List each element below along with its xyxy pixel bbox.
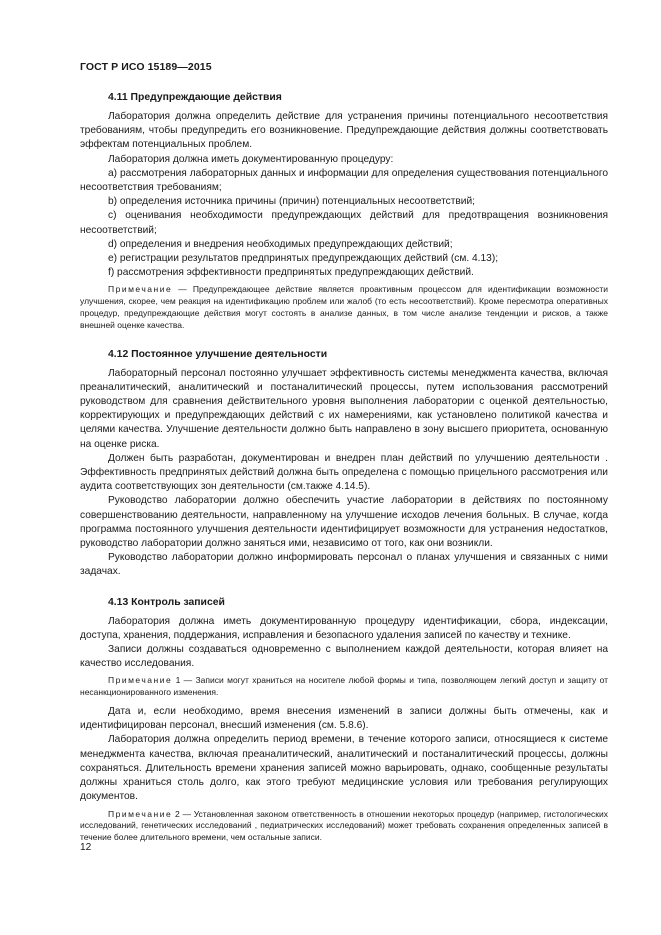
list-item: c) оценивания необходимости предупреждающих действий для предотвращения возникновения несоответствий; — [80, 210, 608, 236]
list-item: b) определения источника причины (причин) потенциальных несоответствий; — [108, 196, 476, 208]
note-text: 2 — Установленная законом ответственность в отношении некоторых процедур (например, гистологических исследований, генетических исследований , педиатрических исследований) может требовать сохранения определенных записей в течение более длительного времени, чем остальные записи. — [80, 808, 608, 843]
note-text: — Предупреждающее действие является проактивным процессом для идентификации возможности улучшения, скорее, чем реакция на идентификацию проблем или жалоб (то есть несоответствий). Кроме пересмотра оперативных процедур, предупреждающие действия могут состоять в анализе данных, в том числе анализе тенденции и рисков, а также внешней оценке качества. — [80, 284, 608, 330]
list-item: d) определения и внедрения необходимых предупреждающих действий; — [108, 238, 453, 250]
list-item: e) регистрации результатов предпринятых предупреждающих действий (см. 4.13); — [108, 253, 499, 265]
list-item: f) рассмотрения эффективности предпринятых предупреждающих действий. — [108, 267, 474, 279]
paragraph: Лаборатория должна иметь документированную процедуру: — [108, 153, 394, 165]
paragraph: Записи должны создаваться одновременно с выполнением каждой деятельности, которая влияет на качество исследования. — [80, 644, 608, 670]
paragraph: Лабораторный персонал постоянно улучшает эффективность системы менеджмента качества, включая преаналитический, аналитический и постаналитический процессы, путем использования рассмотрений руководством для сравнения действительного уровня выполнения лаборатории с оценкой деятельностью, корректирующих и предупреждающих действий с их намерениями, как установлено политикой качества и целями качества. Улучшение деятельности должно быть направлено в зону высшего приоритета, основанную на оценке риска. — [80, 367, 608, 450]
note-label: Примечание — [108, 284, 173, 295]
list-item: a) рассмотрения лабораторных данных и информации для определения существования потенциального несоответствия требованиям; — [80, 167, 608, 194]
note-label: Примечание — [108, 675, 173, 686]
section-4-12 — [80, 347, 608, 580]
paragraph: Руководство лаборатории должно информировать персонал о планах улучшения и связанных с ними задачах. — [80, 552, 608, 578]
note-1 — [80, 675, 608, 699]
paragraph: Лаборатория должна определить период времени, в течение которого записи, относящиеся к системе менеджмента качества, включая преаналитический, аналитический и постаналитический процессы, должны сохраняться. Длительность времени хранения записей можно варьировать, однако, сообщенные результаты должны храниться столь долго, как этого требуют медицинские условия или требования регулирующих документов. — [80, 734, 608, 803]
section-4-11 — [80, 90, 608, 332]
paragraph: Лаборатория должна иметь документированную процедуру идентификации, сбора, индексации, доступа, хранения, поддержания, исправления и безопасного удаления записей по качеству и технике. — [80, 615, 608, 641]
section-4-13 — [80, 595, 608, 844]
paragraph: Лаборатория должна определить действие для устранения причины потенциального несоответствия требованиям, чтобы предупредить его возникновение. Предупреждающие действия должны соответствовать эффектам потенциальных проблем. — [80, 111, 608, 151]
note-2 — [80, 809, 608, 844]
note — [80, 284, 608, 331]
section-title: 4.12 Постоянное улучшение деятельности — [108, 348, 328, 360]
page-number: 12 — [80, 842, 92, 853]
document-body — [80, 90, 608, 844]
section-title: 4.11 Предупреждающие действия — [108, 92, 282, 103]
paragraph: Дата и, если необходимо, время внесения изменений в записи должны быть отмечены, как и идентифицирован персонал, внесший изменения (см. 5.8.6). — [80, 706, 608, 732]
paragraph: Должен быть разработан, документирован и внедрен план действий по улучшению деятельности . Эффективность предпринятых действий должна быть определена с помощью прицельного рассмотрения или аудита соответствующих зон деятельности (см.также 4.14.5). — [80, 452, 608, 493]
paragraph: Руководство лаборатории должно обеспечить участие лаборатории в действиях по постоянному совершенствованию деятельности, направленному на улучшение исходов лечения больных. В случае, когда программа постоянного улучшения деятельности идентифицирует возможности для устранения недостатков, руководство лаборатории должно заняться ими, независимо от того, как они возникли. — [80, 495, 608, 550]
section-title: 4.13 Контроль записей — [108, 596, 225, 608]
note-label: Примечание — [108, 808, 173, 819]
standard-header: ГОСТ Р ИСО 15189—2015 — [80, 61, 212, 73]
note-text: 1 — Записи могут храниться на носителе любой формы и типа, позволяющем легкий доступ и защиту от несанкционированного изменения. — [80, 675, 608, 698]
